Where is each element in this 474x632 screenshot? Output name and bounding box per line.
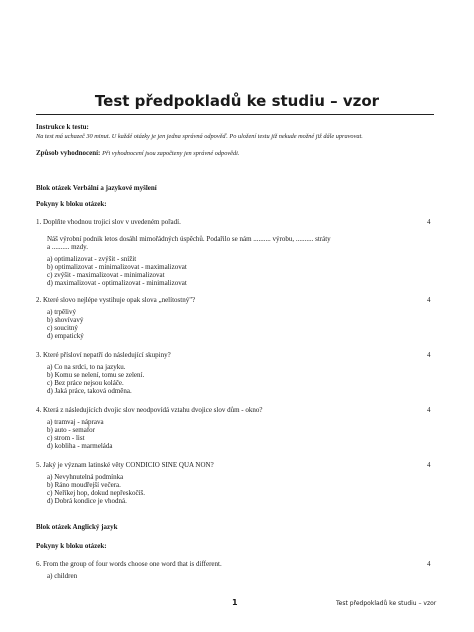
question-2-points: 4 — [427, 296, 431, 304]
scoring-text: Při vyhodnocení jsou započteny jen správné odpovědi. — [102, 150, 240, 157]
title-rule — [36, 114, 434, 115]
question-3-option-a[interactable]: a) Co na srdci, to na jazyku. — [47, 363, 126, 371]
question-3: 3. Které přísloví nepatří do následující skupiny? — [36, 351, 171, 359]
question-4-option-b[interactable]: b) auto - semafor — [47, 426, 96, 434]
block1-instructions-heading: Pokyny k bloku otázek: — [36, 200, 107, 208]
question-2-option-a[interactable]: a) trpělivý — [47, 308, 76, 316]
question-3-option-c[interactable]: c) Bez práce nejsou koláče. — [47, 379, 124, 387]
question-6: 6. From the group of four words choose one word that is different. — [36, 560, 222, 568]
scoring-line — [36, 150, 239, 157]
block2-instructions-heading: Pokyny k bloku otázek: — [36, 542, 107, 550]
question-3-option-d[interactable]: d) Jaká práce, taková odměna. — [47, 387, 132, 395]
question-1: 1. Doplňte vhodnou trojici slov v uvedeném pořadí. — [36, 218, 181, 226]
question-2-option-c[interactable]: c) soucitný — [47, 324, 78, 332]
block2-heading: Blok otázek Anglický jazyk — [36, 523, 118, 531]
question-2-option-b[interactable]: b) shovívavý — [47, 316, 84, 324]
question-1-option-d[interactable]: d) maximalizovat - optimalizovat - minimalizovat — [47, 279, 187, 287]
question-1-sub2: a .......... mzdy. — [47, 243, 88, 251]
question-1-points: 4 — [427, 218, 431, 226]
question-4-option-c[interactable]: c) strom - list — [47, 434, 85, 442]
question-5-option-d[interactable]: d) Dobrá kondice je vhodná. — [47, 497, 127, 505]
question-5-points: 4 — [427, 461, 431, 469]
scoring-label: Způsob vyhodnocení: — [36, 149, 101, 157]
question-1-option-b[interactable]: b) optimalizovat - minimalizovat - maximalizovat — [47, 263, 187, 271]
question-5-option-c[interactable]: c) Neříkej hop, dokud nepřeskočíš. — [47, 489, 145, 497]
question-2: 2. Které slovo nejlépe vystihuje opak slova „nelítostný"? — [36, 296, 196, 304]
question-4-option-d[interactable]: d) kobliha - marmeláda — [47, 442, 113, 450]
question-1-option-c[interactable]: c) zvýšit - maximalizovat - minimalizovat — [47, 271, 165, 279]
block1-heading: Blok otázek Verbální a jazykové myšlení — [36, 184, 157, 192]
question-2-option-d[interactable]: d) empatický — [47, 332, 84, 340]
question-3-option-b[interactable]: b) Komu se nelení, tomu se zelení. — [47, 371, 145, 379]
page-number: 1 — [232, 598, 238, 607]
instructions-heading: Instrukce k testu: — [36, 123, 89, 131]
question-1-option-a[interactable]: a) optimalizovat - zvýšit - snížit — [47, 255, 137, 263]
question-4-points: 4 — [427, 406, 431, 414]
question-5-option-b[interactable]: b) Ráno moudřejší večera. — [47, 481, 121, 489]
instructions-text: Na test má uchazeč 30 minut. U každé otázky je jen jedna správná odpověď. Po uložení testu již nekude možné již dále upravovat. — [36, 133, 363, 140]
running-title: Test předpokladů ke studiu – vzor — [336, 600, 437, 607]
question-6-points: 4 — [427, 560, 431, 568]
question-4: 4. Která z následujících dvojic slov neodpovídá vztahu dvojice slov dům - okno? — [36, 406, 263, 414]
question-5: 5. Jaký je význam latinské věty CONDICIO SINE QUA NON? — [36, 461, 214, 469]
question-1-sub1: Náš výrobní podnik letos dosáhl mimořádných úspěchů. Podařilo se nám .......... výrobu, .......... stráty — [47, 235, 331, 243]
question-4-option-a[interactable]: a) tramvaj - náprava — [47, 418, 104, 426]
question-5-option-a[interactable]: a) Nevyhnutelná podmínka — [47, 473, 124, 481]
question-6-option-a[interactable]: a) children — [47, 572, 78, 580]
question-3-points: 4 — [427, 351, 431, 359]
page-title: Test předpokladů ke studiu – vzor — [94, 92, 380, 110]
